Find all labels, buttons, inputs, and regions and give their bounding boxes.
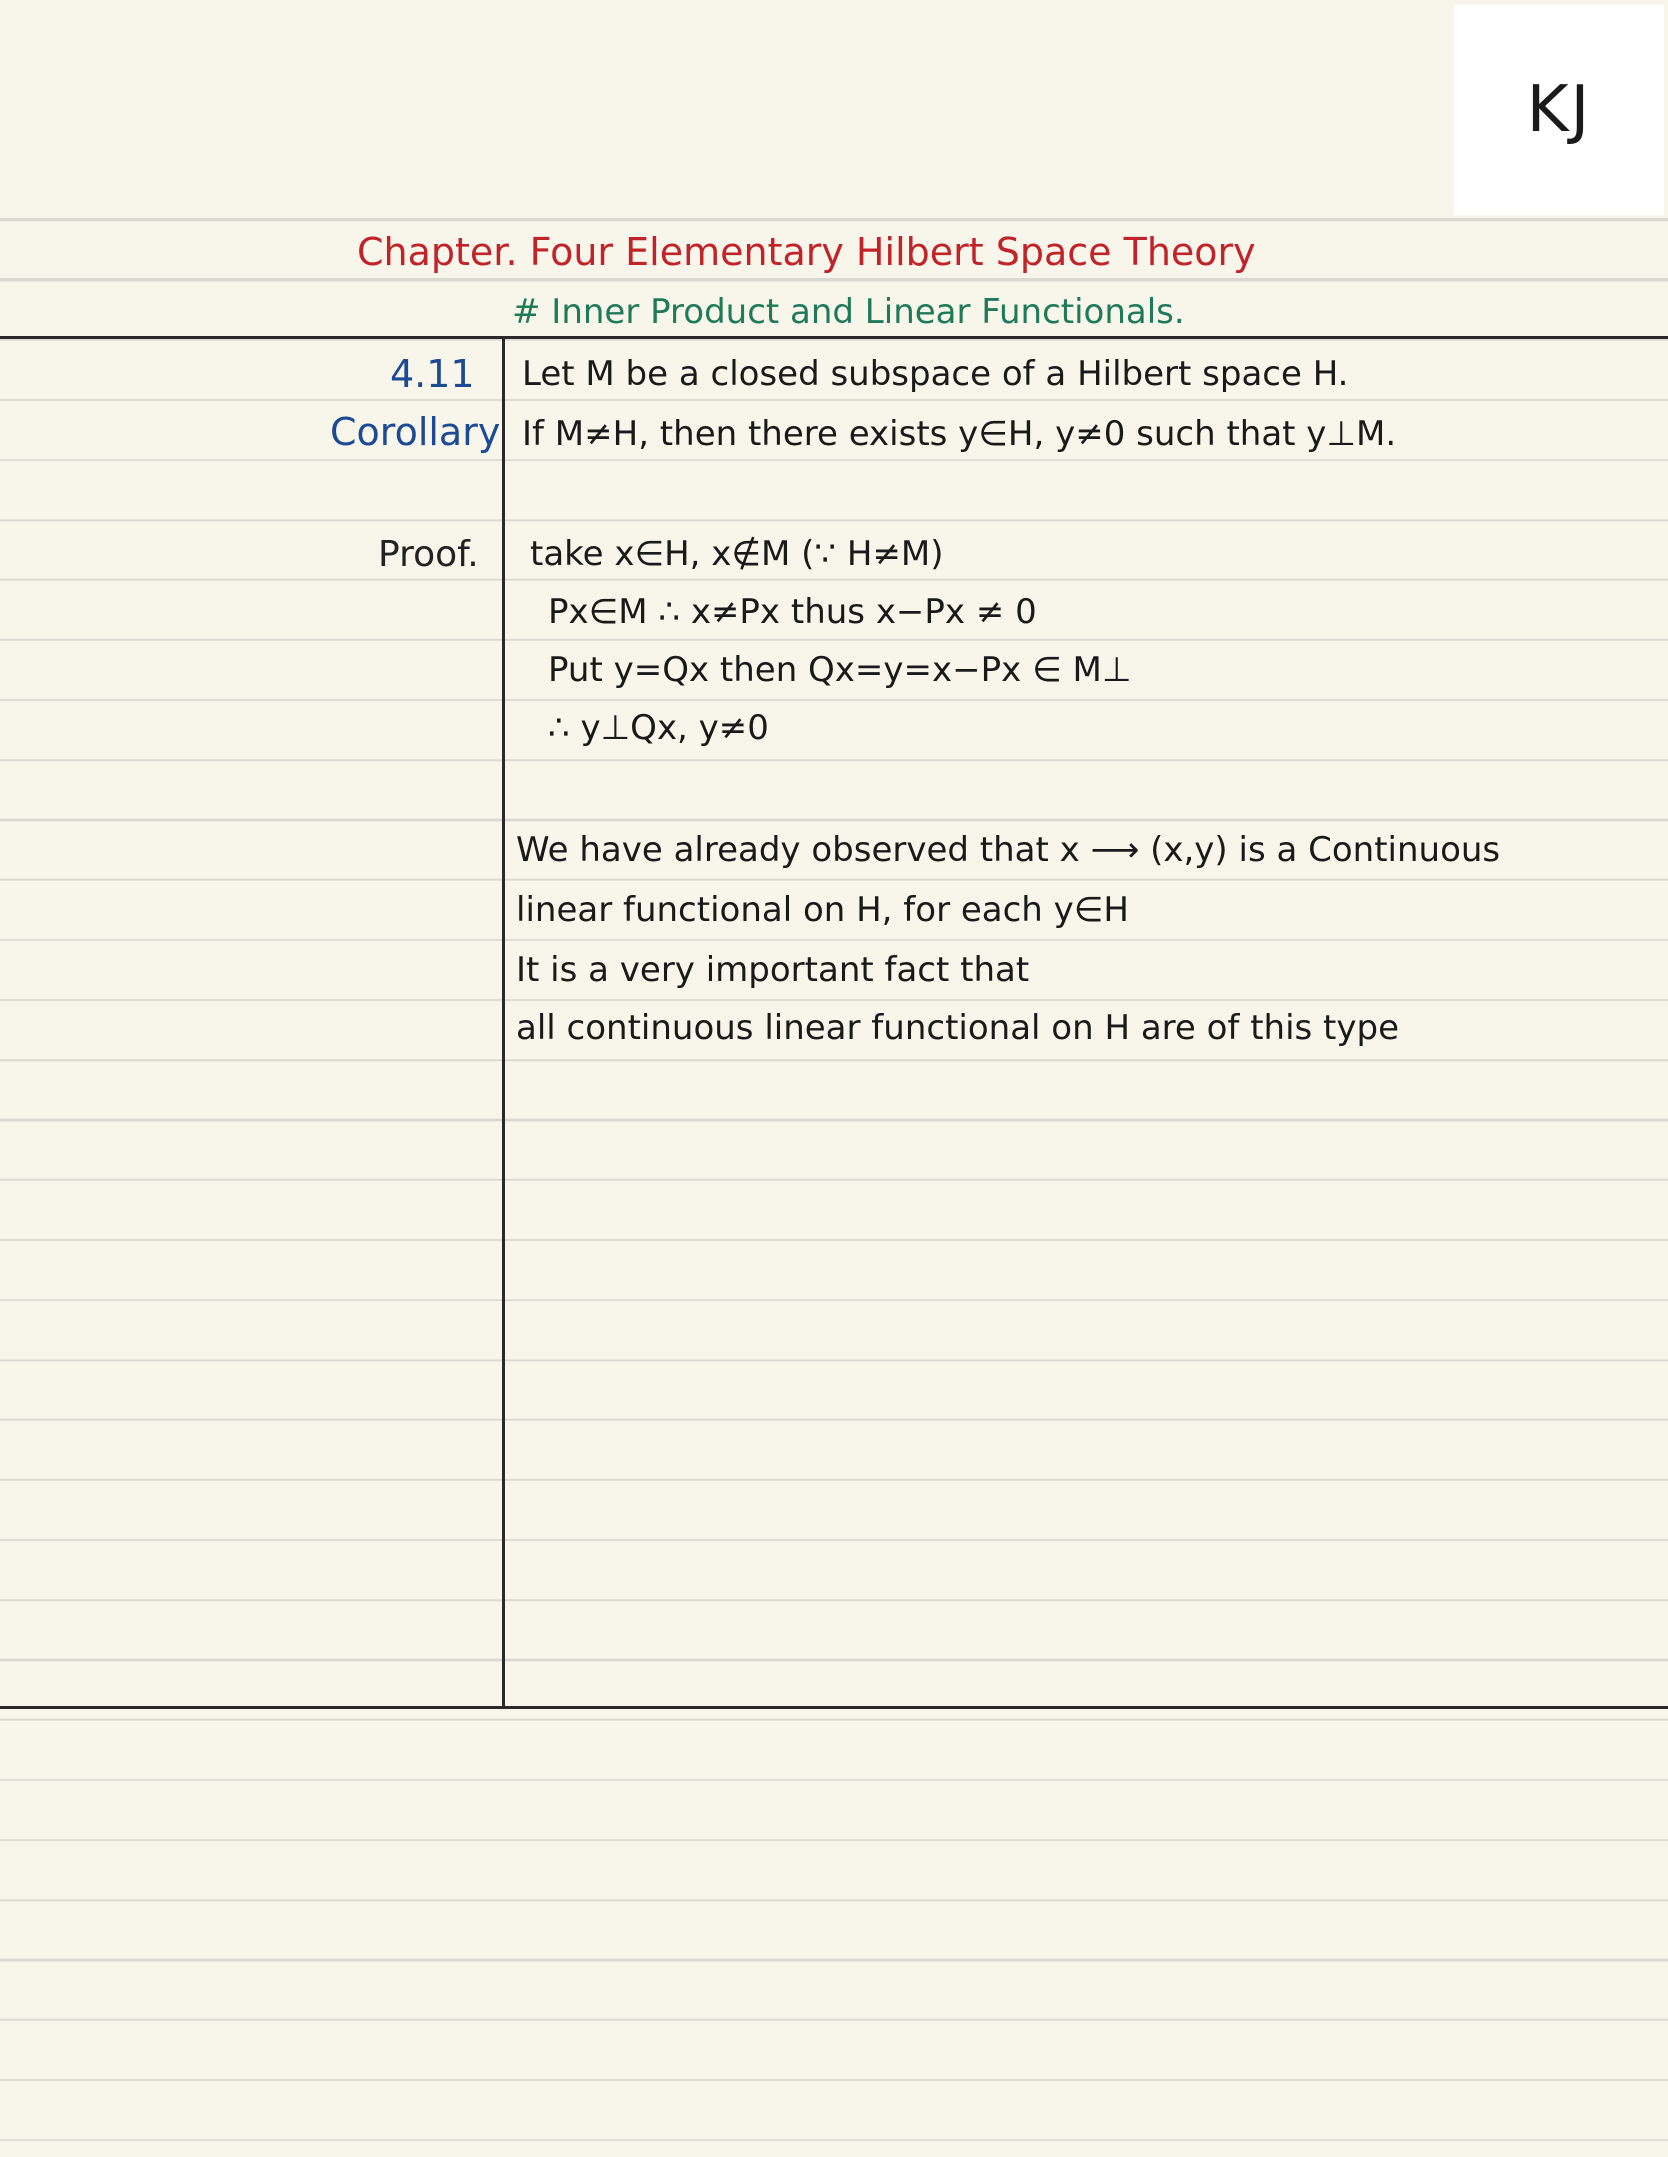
margin-rule xyxy=(502,337,505,1707)
corollary-label: Corollary xyxy=(330,410,501,454)
note-line-1: We have already observed that x ⟶ (x,y) is a Continuous xyxy=(516,830,1501,870)
top-margin xyxy=(0,0,1668,218)
ruled-line xyxy=(0,278,1668,280)
corollary-line-2: If M≠H, then there exists y∈H, y≠0 such that y⊥M. xyxy=(522,414,1397,454)
table-top-rule xyxy=(0,336,1668,339)
proof-label: Proof. xyxy=(378,534,479,575)
initials-badge: KJ xyxy=(1454,5,1664,215)
section-title: # Inner Product and Linear Functionals. xyxy=(512,292,1185,332)
note-line-2: linear functional on H, for each y∈H xyxy=(516,890,1129,930)
corollary-number: 4.11 xyxy=(390,352,475,396)
note-line-4: all continuous linear functional on H are of this type xyxy=(516,1008,1399,1048)
table-bottom-rule xyxy=(0,1706,1668,1709)
chapter-title: Chapter. Four Elementary Hilbert Space Theory xyxy=(357,230,1256,274)
proof-line-3: Put y=Qx then Qx=y=x−Px ∈ M⊥ xyxy=(548,650,1132,690)
proof-line-2: Px∈M ∴ x≠Px thus x−Px ≠ 0 xyxy=(548,592,1037,632)
note-line-3: It is a very important fact that xyxy=(516,950,1030,990)
proof-line-4: ∴ y⊥Qx, y≠0 xyxy=(548,708,769,748)
proof-line-1: take x∈H, x∉M (∵ H≠M) xyxy=(530,534,944,574)
ruled-line xyxy=(0,218,1668,220)
corollary-line-1: Let M be a closed subspace of a Hilbert space H. xyxy=(522,354,1349,394)
